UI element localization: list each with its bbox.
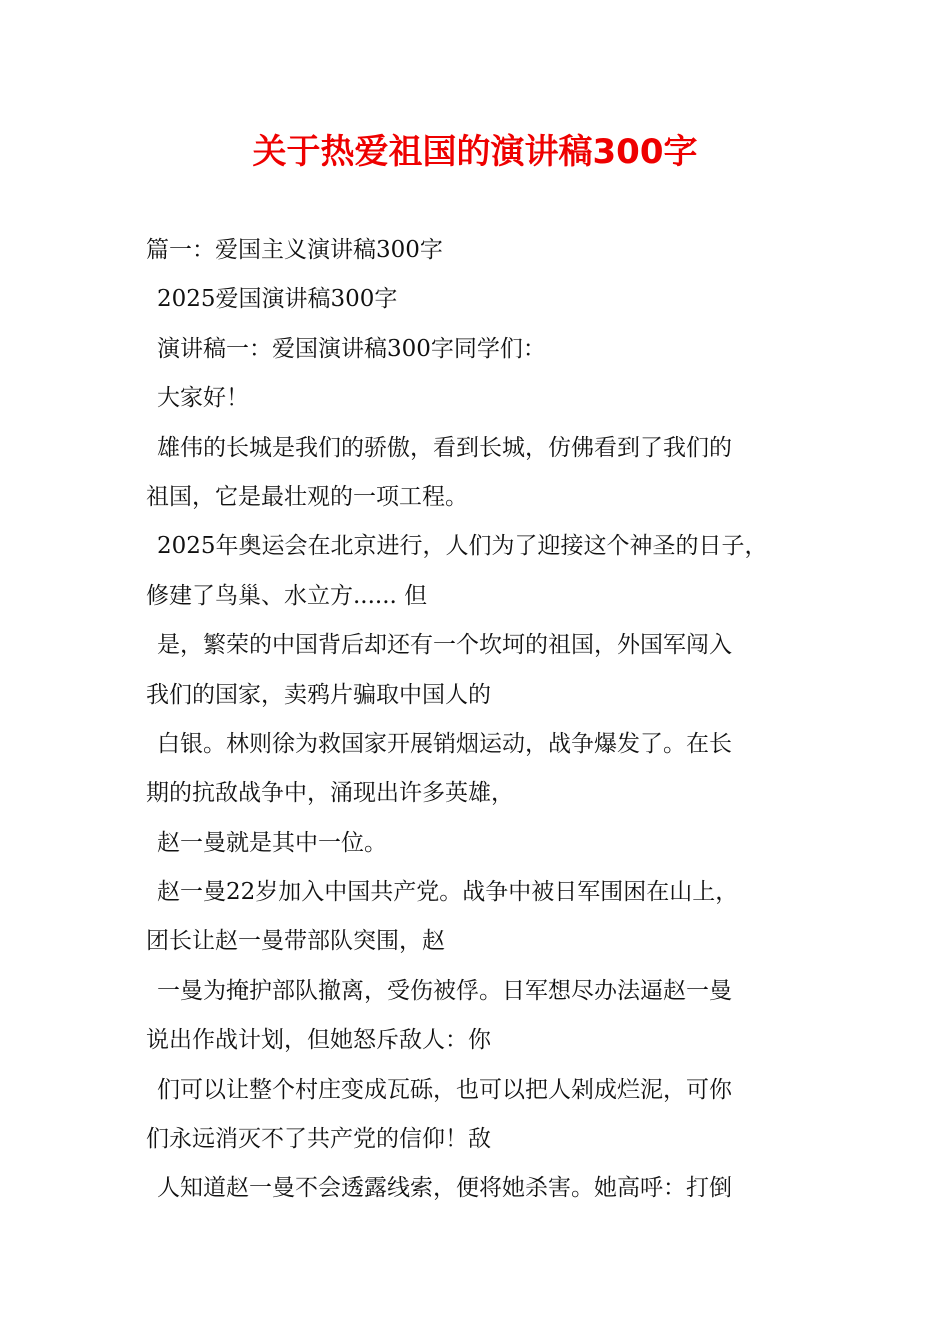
paragraph-line: 期的抗敌战争中，涌现出许多英雄， (146, 780, 514, 807)
paragraph-line: 2025爱国演讲稿300字 (157, 286, 398, 313)
paragraph-line: 赵一曼22岁加入中国共产党。战争中被日军围困在山上， (157, 879, 739, 906)
paragraph-line: 们永远消灭不了共产党的信仰！敌 (146, 1126, 491, 1153)
paragraph-line: 说出作战计划，但她怒斥敌人：你 (146, 1027, 491, 1054)
section-heading: 篇一：爱国主义演讲稿300字 (146, 237, 443, 263)
paragraph-line: 是，繁荣的中国背后却还有一个坎坷的祖国，外国军闯入 (157, 632, 732, 659)
paragraph-line: 2025年奥运会在北京进行，人们为了迎接这个神圣的日子， (157, 533, 768, 560)
paragraph-line: 们可以让整个村庄变成瓦砾，也可以把人剁成烂泥，可你 (157, 1076, 732, 1103)
paragraph-line: 修建了鸟巢、水立方...... 但 (146, 582, 428, 609)
paragraph-line: 大家好！ (157, 385, 249, 412)
paragraph-line: 人知道赵一曼不会透露线索，便将她杀害。她高呼：打倒 (157, 1175, 732, 1202)
paragraph-line: 雄伟的长城是我们的骄傲，看到长城，仿佛看到了我们的 (157, 434, 732, 461)
paragraph-line: 一曼为掩护部队撤离，受伤被俘。日军想尽办法逼赵一曼 (157, 977, 732, 1004)
page-title: 关于热爱祖国的演讲稿300字 (252, 132, 698, 172)
paragraph-line: 我们的国家，卖鸦片骗取中国人的 (146, 681, 491, 708)
paragraph-line: 白银。林则徐为救国家开展销烟运动，战争爆发了。在长 (157, 730, 732, 757)
paragraph-line: 赵一曼就是其中一位。 (157, 829, 387, 856)
paragraph-line: 团长让赵一曼带部队突围，赵 (146, 928, 445, 955)
document-body (146, 226, 826, 1214)
paragraph-line: 祖国，它是最壮观的一项工程。 (146, 483, 468, 510)
paragraph-line: 演讲稿一：爱国演讲稿300字同学们： (157, 335, 546, 362)
